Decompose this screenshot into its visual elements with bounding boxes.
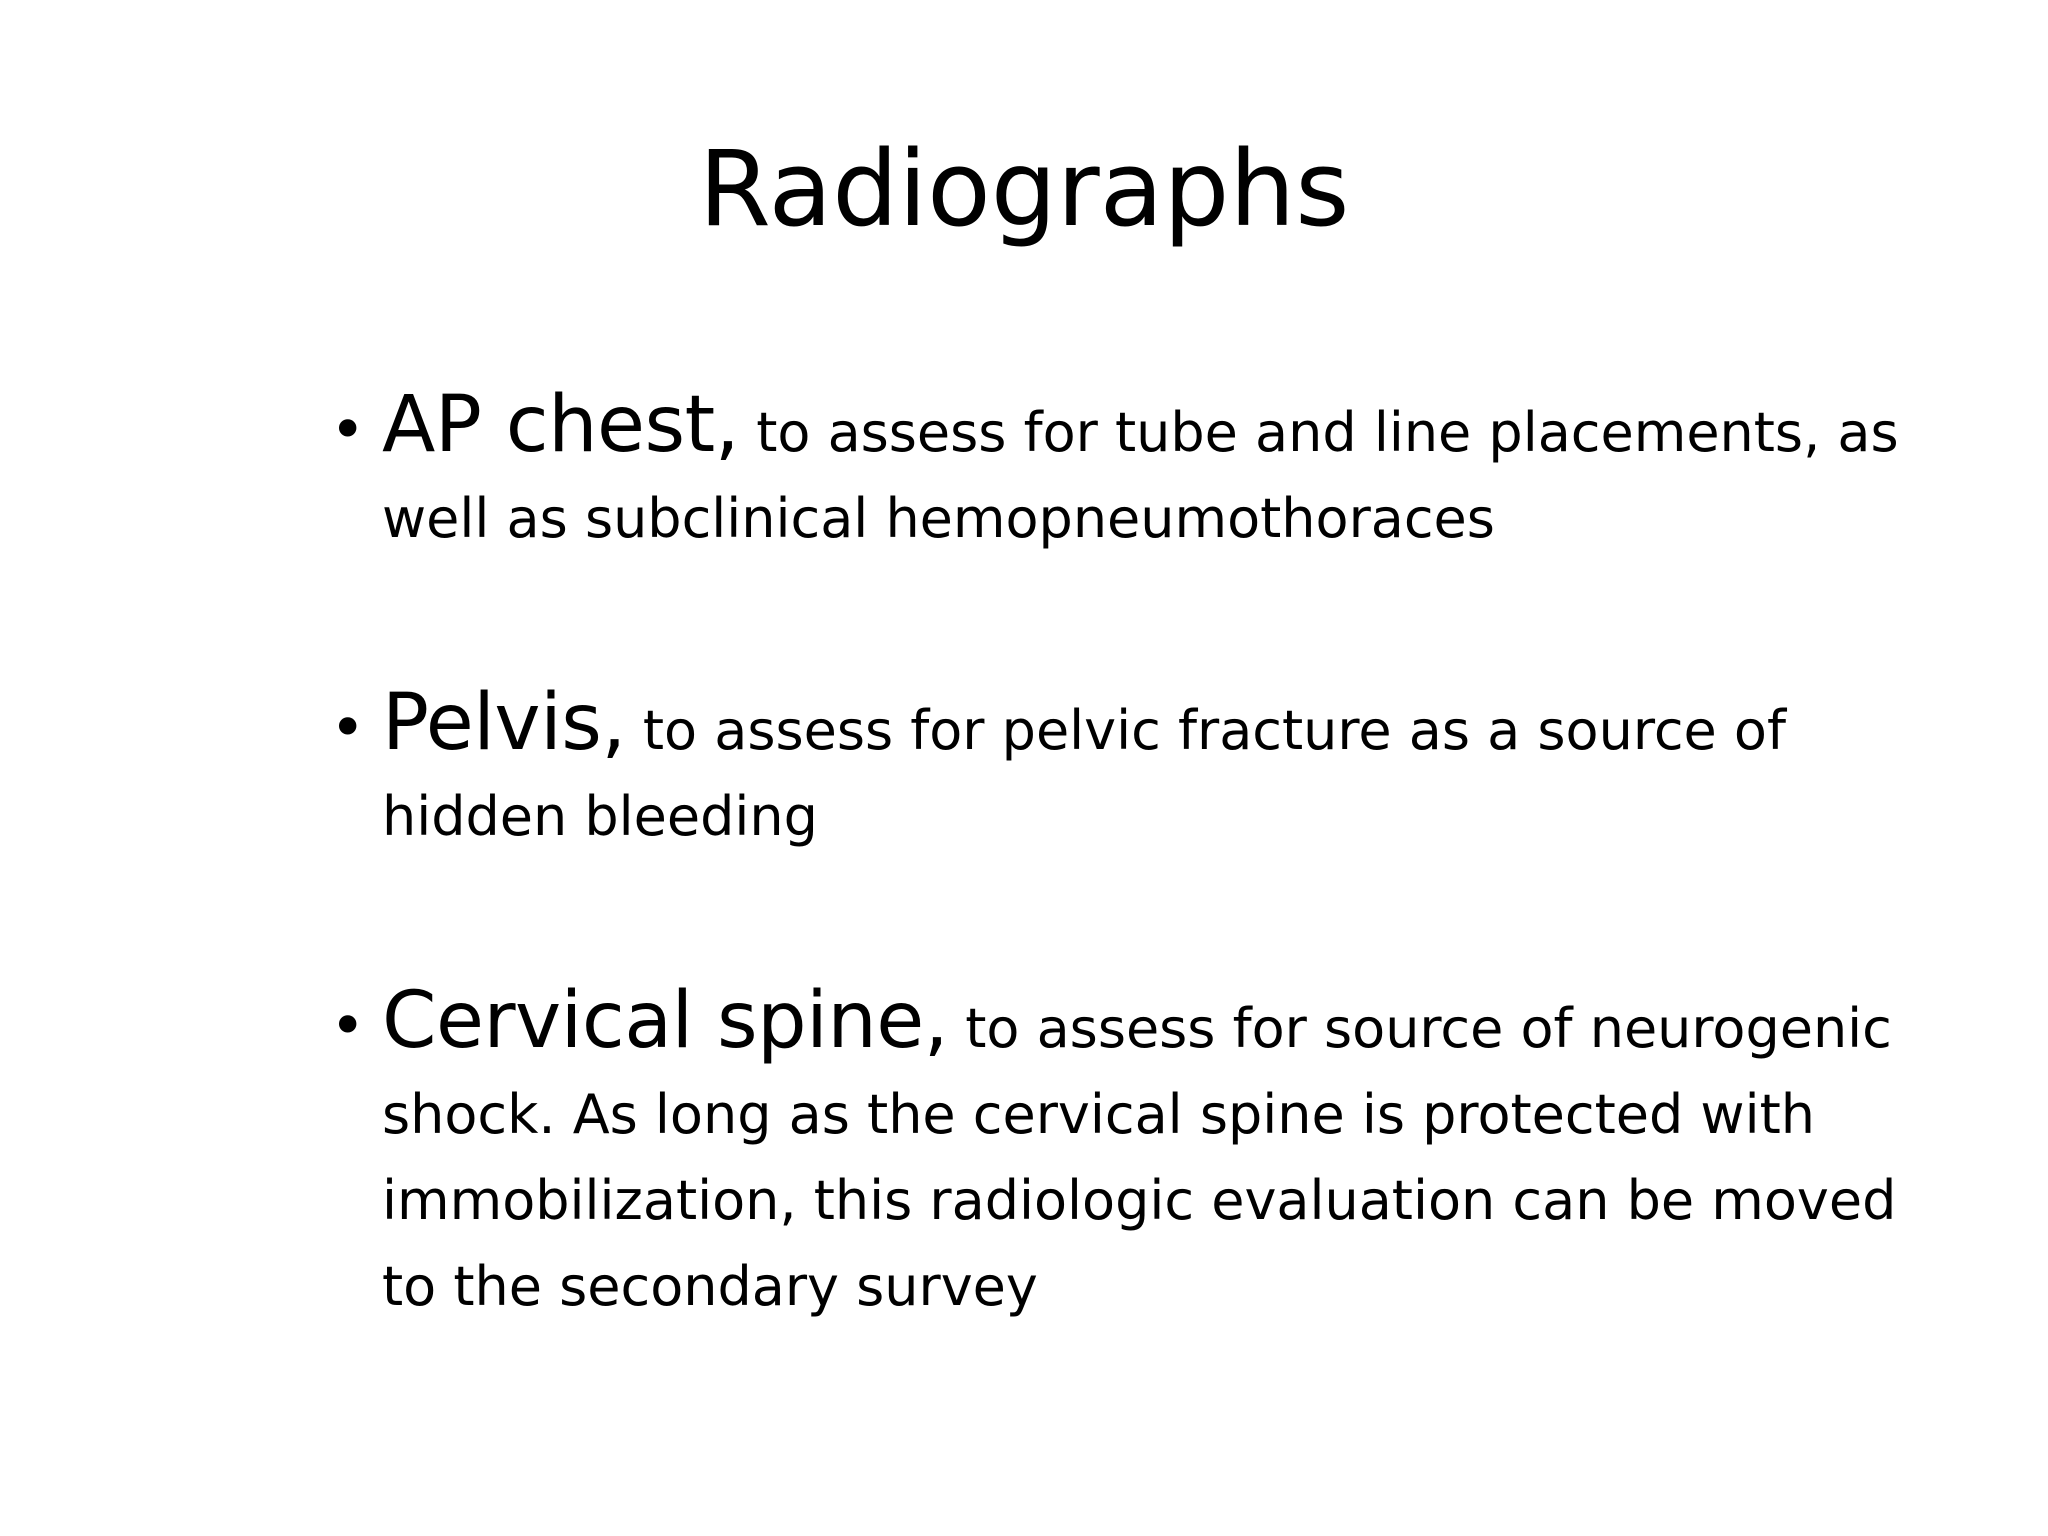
bullet-lead: AP chest,	[382, 380, 740, 470]
bullet-detail: to assess for tube and line placements, as well as subclinical hemopneumothoraces	[382, 401, 1899, 550]
bullet-item-ap-chest	[330, 382, 1950, 562]
bullet-item-pelvis	[330, 680, 1950, 860]
bullet-text	[382, 380, 1899, 550]
slide-title: Radiographs	[698, 128, 1350, 250]
bullet-text	[382, 976, 1897, 1318]
bullet-detail: to assess for pelvic fracture as a source of hidden bleeding	[382, 699, 1786, 848]
bullet-lead: Pelvis,	[382, 678, 626, 768]
bullet-icon: •	[330, 693, 366, 763]
bullet-detail: to assess for source of neurogenic shock. As long as the cervical spine is protected with immobilization, this radiologic evaluation can be moved to the secondary survey	[382, 997, 1897, 1318]
bullet-item-cervical-spine	[330, 978, 1950, 1330]
bullet-text	[382, 678, 1786, 848]
bullet-icon: •	[330, 395, 366, 465]
bullet-list	[330, 382, 1950, 1448]
bullet-lead: Cervical spine,	[382, 976, 949, 1066]
bullet-icon: •	[330, 991, 366, 1061]
